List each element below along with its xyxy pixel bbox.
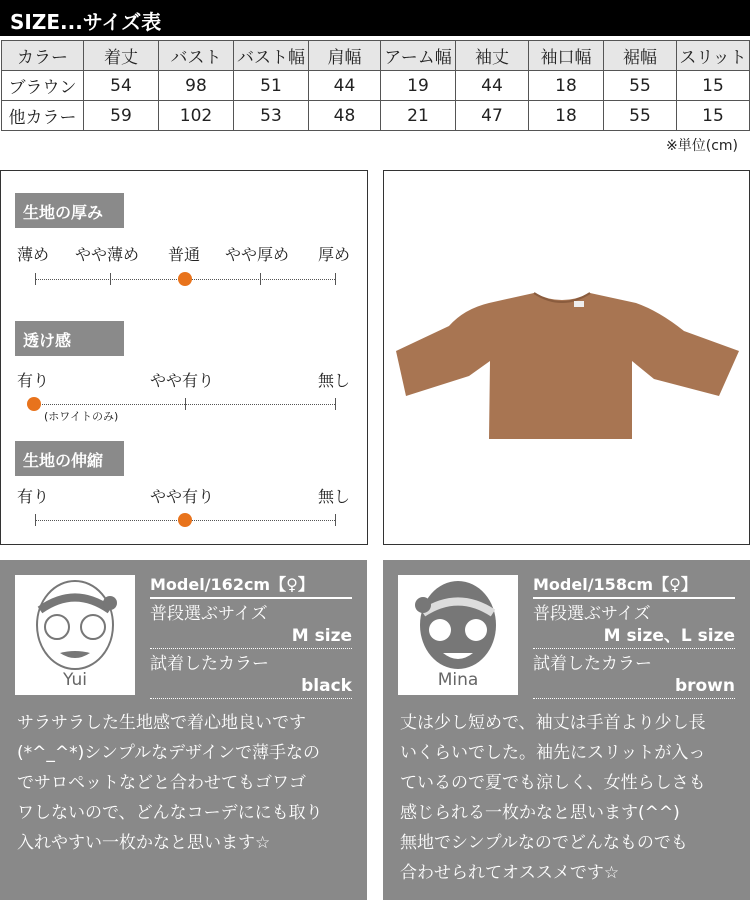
scale-label: 薄め (17, 245, 50, 264)
usual-size-row (533, 599, 735, 649)
cell: 19 (381, 71, 456, 101)
cell: 18 (529, 71, 604, 101)
scale-label: 有り (17, 487, 50, 506)
thickness-indicator-dot (178, 272, 192, 286)
tick (110, 273, 111, 285)
scale-label: やや厚め (225, 245, 290, 264)
tick (260, 273, 261, 285)
cell: 54 (84, 71, 159, 101)
cell: 98 (159, 71, 234, 101)
cell: 59 (84, 101, 159, 131)
tick (35, 514, 36, 526)
scale-label: 無し (318, 487, 351, 506)
col-header: バスト (159, 41, 234, 71)
usual-size-row (150, 599, 352, 649)
comment-line: 入れやすい一枚かなと思います☆ (17, 833, 271, 853)
model-panel-mina (383, 560, 750, 900)
table-row (2, 101, 750, 131)
cell: 15 (677, 71, 750, 101)
comment-line: サラサラした生地感で着心地良いです (17, 713, 306, 733)
cell: 15 (677, 101, 750, 131)
model-comment (400, 708, 706, 888)
tried-color-value: brown (674, 676, 735, 696)
winking-face-icon (398, 575, 518, 670)
stretch-label: 生地の伸縮 (15, 441, 124, 476)
tried-color-row (533, 649, 735, 699)
usual-size-value: M size (291, 626, 352, 646)
model-name: Mina (437, 670, 479, 690)
model-comment (17, 708, 323, 858)
transparency-note: (ホワイトのみ) (44, 410, 119, 423)
col-header: 肩幅 (309, 41, 381, 71)
avatar (15, 575, 135, 695)
model-title: Model/158cm【♀】 (533, 572, 735, 599)
size-table (1, 40, 750, 131)
comment-line: 感じられる一枚かなと思います(^^) (400, 803, 680, 823)
cell: 47 (456, 101, 529, 131)
cell: 55 (604, 71, 677, 101)
table-header-row (2, 41, 750, 71)
shirt-image (384, 171, 749, 544)
thickness-label: 生地の厚み (15, 193, 124, 228)
col-header: 着丈 (84, 41, 159, 71)
comment-line: でサロペットなどと合わせてもゴワゴ (17, 773, 306, 793)
usual-size-value: M size、L size (603, 626, 735, 646)
col-header: スリット (677, 41, 750, 71)
tick (35, 273, 36, 285)
avatar (398, 575, 518, 695)
col-header: 袖丈 (456, 41, 529, 71)
scale-label: 有り (17, 371, 50, 390)
cell: 他カラー (2, 101, 84, 131)
tick (185, 398, 186, 410)
comment-line: ているので夏でも涼しく、女性らしさも (400, 773, 706, 793)
tick (335, 273, 336, 285)
comment-line: (*^_^*)シンプルなデザインで薄手なの (17, 743, 320, 763)
cell: 44 (456, 71, 529, 101)
tried-color-row (150, 649, 352, 699)
scale-label: 普通 (168, 245, 201, 264)
tried-color-value: black (301, 676, 352, 696)
size-chart-header: SIZE...サイズ表 (0, 0, 750, 36)
scale-label: 無し (318, 371, 351, 390)
cell: 55 (604, 101, 677, 131)
cell: 21 (381, 101, 456, 131)
model-name: Yui (63, 670, 87, 690)
col-header: 裾幅 (604, 41, 677, 71)
model-panel-yui (0, 560, 367, 900)
smiling-face-icon (15, 575, 135, 670)
col-header: アーム幅 (381, 41, 456, 71)
tick (335, 514, 336, 526)
tried-color-label: 試着したカラー (150, 654, 269, 674)
cell: ブラウン (2, 71, 84, 101)
scale-label: やや有り (150, 487, 215, 506)
cell: 51 (234, 71, 309, 101)
cell: 18 (529, 101, 604, 131)
comment-line: 無地でシンプルなのでどんなものでも (400, 833, 688, 853)
comment-line: 丈は少し短めで、袖丈は手首より少し長 (400, 713, 706, 733)
tried-color-label: 試着したカラー (533, 654, 652, 674)
comment-line: いくらいでした。袖先にスリットが入っ (400, 743, 706, 763)
transparency-indicator-dot (27, 397, 41, 411)
table-row (2, 71, 750, 101)
usual-size-label: 普段選ぶサイズ (533, 604, 651, 624)
model-title: Model/162cm【♀】 (150, 572, 352, 599)
cell: 48 (309, 101, 381, 131)
stretch-indicator-dot (178, 513, 192, 527)
scale-label: やや有り (150, 371, 215, 390)
col-header: カラー (2, 41, 84, 71)
col-header: 袖口幅 (529, 41, 604, 71)
cell: 53 (234, 101, 309, 131)
comment-line: ワしないので、どんなコーデににも取り (17, 803, 323, 823)
scale-label: 厚め (318, 245, 351, 264)
usual-size-label: 普段選ぶサイズ (150, 604, 268, 624)
scale-label: やや薄め (75, 245, 140, 264)
cell: 102 (159, 101, 234, 131)
transparency-label: 透け感 (15, 321, 124, 356)
cell: 44 (309, 71, 381, 101)
unit-note: ※単位(cm) (666, 138, 738, 154)
product-image (383, 170, 750, 545)
col-header: バスト幅 (234, 41, 309, 71)
comment-line: 合わせられてオススメです☆ (400, 863, 620, 883)
tick (335, 398, 336, 410)
